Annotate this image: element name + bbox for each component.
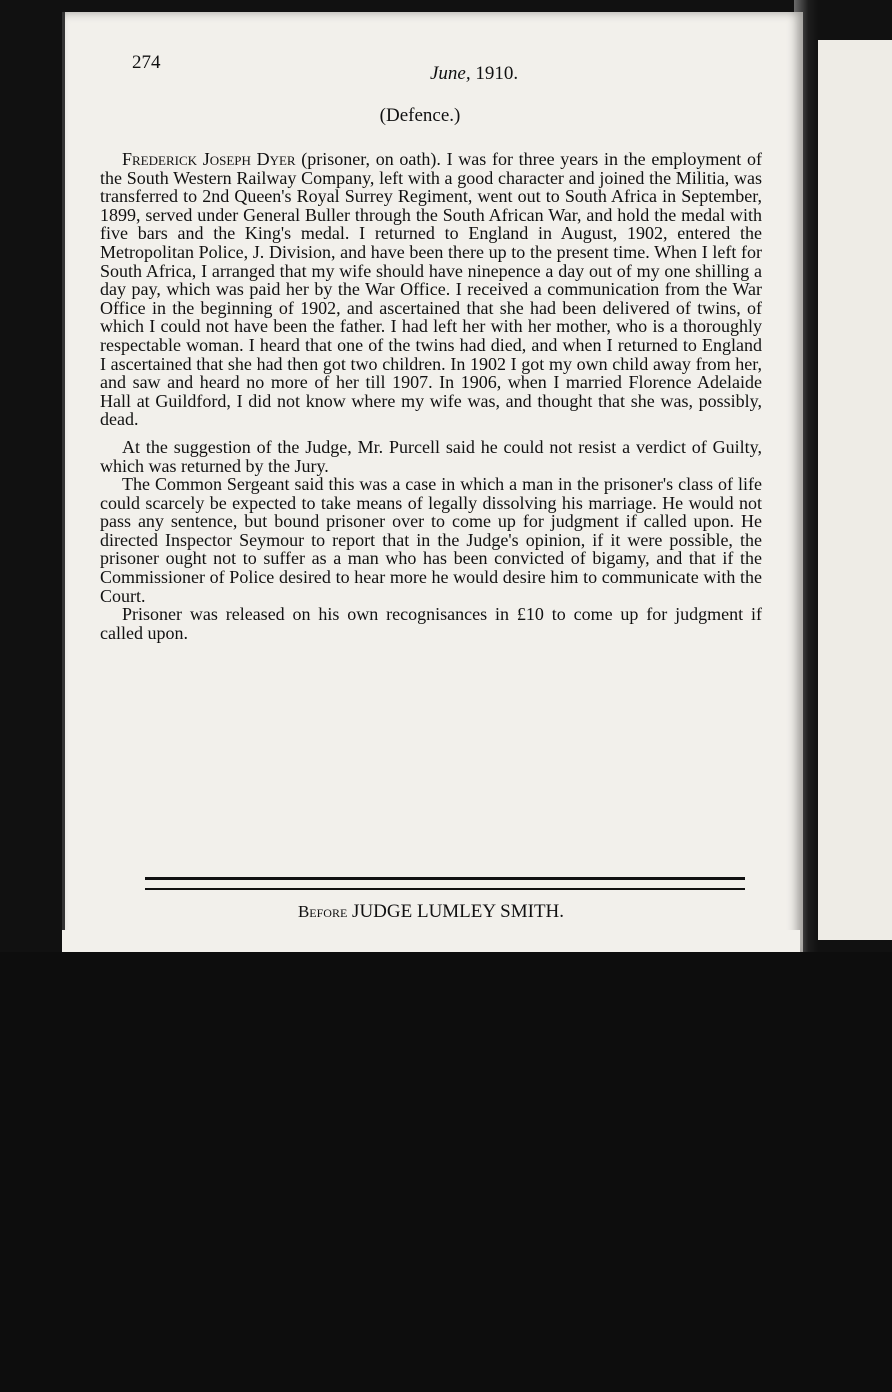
defence-heading: (Defence.) xyxy=(379,105,461,126)
judge-heading xyxy=(100,901,762,923)
main-text xyxy=(100,150,762,642)
header-year: 1910. xyxy=(475,63,519,84)
dyer-testimony: (prisoner, on oath). I was for three years in the employment of the South Western Railway Company, left with a good character and joined the Militia, was transferred to 2nd Queen's Royal Surrey Regiment, went out to South Africa in September, 1899, served under General Buller through the South African War, and hold the medal with five bars and the King's medal. I returned to England in August, 1902, entered the Metropolitan Police, J. Division, and have been there up to the present time. When I left for South Africa, I arranged that my wife should have ninepence a day out of my one shilling a day pay, which was paid her by the War Office. I received a communication from the War Office in the beginning of 1902, and ascertained that she had been delivered of twins, of which I could not have been the father. I had left her with her mother, who is a thoroughly respectable woman. I heard that one of the twins had died, and when I returned to England I ascertained that she had then got two children. In 1902 I got my own child away from her, and saw and heard no more of her till 1907. In 1906, when I married Florence Adelaide Hall at Guildford, I did not know where my wife was, and thought that she was, possibly, dead. xyxy=(100,149,762,430)
dyer-paragraph xyxy=(100,150,762,429)
prisoner-name: Frederick Joseph Dyer xyxy=(122,149,296,169)
section-divider xyxy=(145,877,745,890)
facing-page xyxy=(818,40,892,940)
header-month: June, xyxy=(430,63,471,84)
page-lower-margin xyxy=(62,930,800,954)
verdict-paragraph: At the suggestion of the Judge, Mr. Purcell said he could not resist a verdict of Guilty, which was returned by the Jury. xyxy=(100,436,762,476)
judge-name: JUDGE LUMLEY SMITH. xyxy=(352,901,565,922)
running-header xyxy=(430,63,518,85)
scan-bottom xyxy=(0,952,892,1392)
before-label: Before xyxy=(297,902,348,921)
sergeant-paragraph: The Common Sergeant said this was a case in which a man in the prisoner's class of life could scarcely be expected to take means of legally dissolving his marriage. He would not pass any sentence, but bound prisoner over to come up for judgment if called upon. He directed Inspector Seymour to report that in the Judge's opinion, if it were possible, the prisoner ought not to suffer as a man who has been convicted of bigamy, and that if the Commissioner of Police desired to hear more he would desire him to communicate with the Court. xyxy=(100,474,762,606)
page-number: 274 xyxy=(132,52,161,73)
released-paragraph: Prisoner was released on his own recognisances in £10 to come up for judgment if called upon. xyxy=(100,604,762,643)
